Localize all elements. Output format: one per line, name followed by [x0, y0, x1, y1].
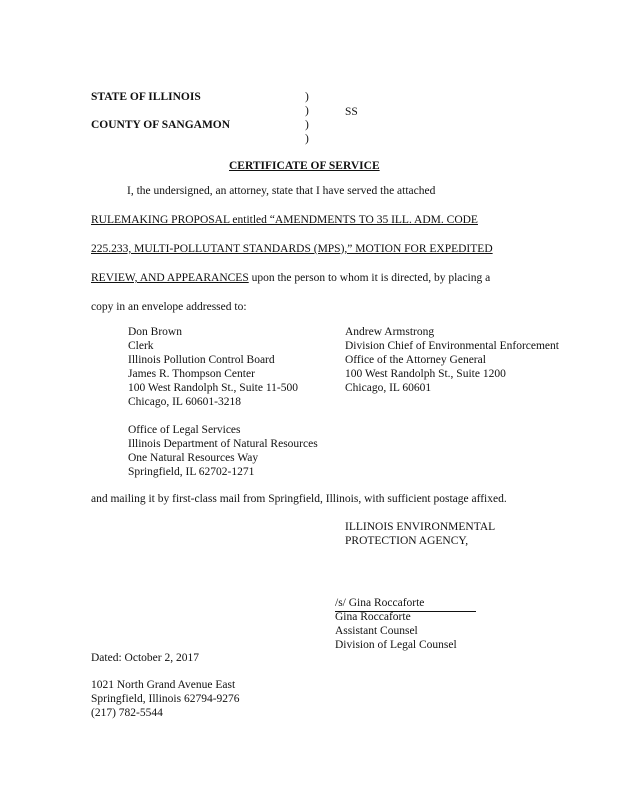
envelope-line: copy in an envelope addressed to:: [91, 301, 247, 313]
document-title: CERTIFICATE OF SERVICE: [229, 160, 380, 172]
signature-line: /s/ Gina Roccaforte: [335, 597, 476, 612]
intro-line: I, the undersigned, an attorney, state that I have served the attached: [127, 185, 436, 197]
caption-parentheses: ) ) ) ): [305, 91, 309, 145]
served-documents-line-2: 225.233, MULTI-POLLUTANT STANDARDS (MPS),” MOTION FOR EXPEDITED: [91, 243, 493, 255]
address-attorney-general: Andrew Armstrong Division Chief of Environmental Enforcement Office of the Attorney General 100 West Randolph St., Suite 1200 Chicago, IL 60601: [345, 326, 559, 394]
county-caption: COUNTY OF SANGAMON: [91, 119, 231, 131]
address-natural-resources: Office of Legal Services Illinois Department of Natural Resources One Natural Resources Way Springfield, IL 62702-1271: [128, 424, 318, 478]
agency-name: ILLINOIS ENVIRONMENTAL PROTECTION AGENCY,: [345, 521, 496, 547]
served-documents-line-3: REVIEW, AND APPEARANCES upon the person to whom it is directed, by placing a: [91, 272, 491, 284]
date-line: Dated: October 2, 2017: [91, 652, 199, 664]
signature-block: Gina Roccaforte Assistant Counsel Division of Legal Counsel: [335, 611, 457, 651]
mailing-statement: and mailing it by first-class mail from Springfield, Illinois, with sufficient postage affixed.: [91, 493, 507, 505]
served-documents-line-1: RULEMAKING PROPOSAL entitled “AMENDMENTS TO 35 ILL. ADM. CODE: [91, 214, 478, 226]
return-address: 1021 North Grand Avenue East Springfield, Illinois 62794-9276 (217) 782-5544: [91, 679, 240, 719]
ss-label: SS: [345, 106, 358, 118]
address-pollution-control-board: Don Brown Clerk Illinois Pollution Control Board James R. Thompson Center 100 West Randolph St., Suite 11-500 Chicago, IL 60601-3218: [128, 326, 298, 408]
state-caption: STATE OF ILLINOIS: [91, 91, 201, 103]
